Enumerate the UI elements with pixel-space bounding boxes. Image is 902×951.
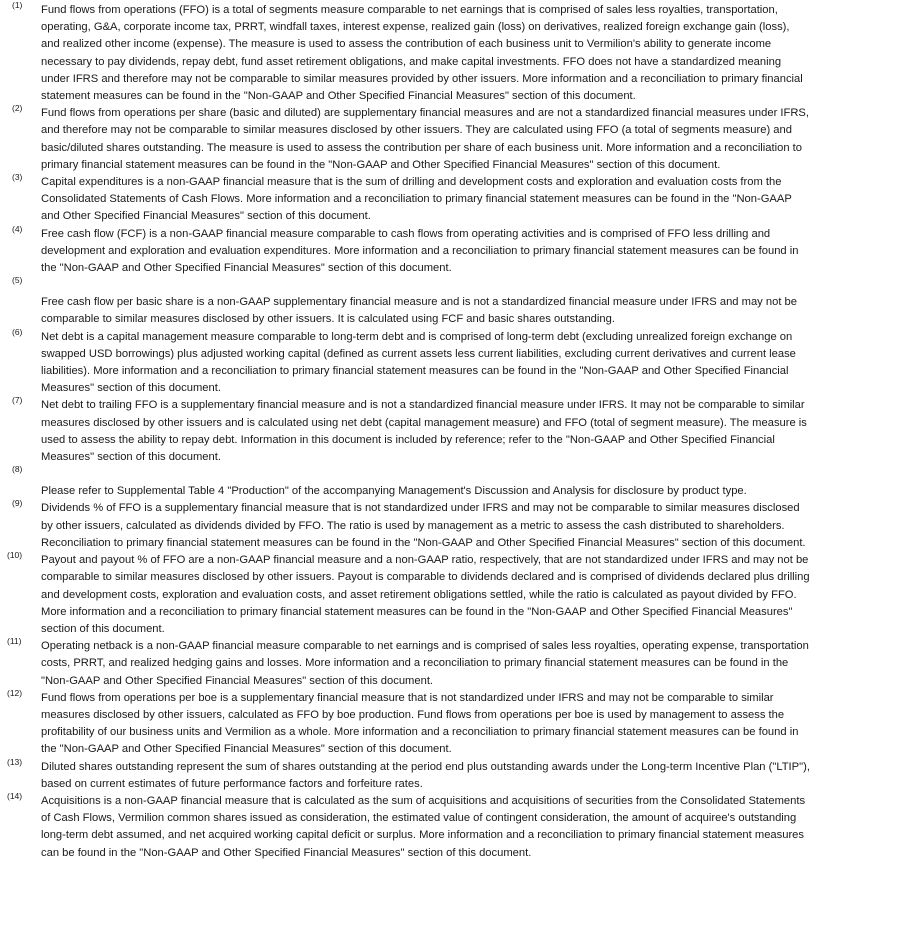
footnote-4 <box>0 223 902 278</box>
footnote-12 <box>0 687 902 759</box>
footnote-marker: (13) <box>7 756 23 767</box>
footnote-text: Net debt to trailing FFO is a supplementary financial measure and is not a standardized financial measure under IFRS. It may not be comparable to similar measures disclosed by other issuers and is calculated using net debt (capital management measure) and FFO (total of segment measure). The measure is used to assess the ability to repay debt. Information in this document is included by reference; refer to the "Non-GAAP and Other Specified Financial Measures" section of this document. <box>41 399 807 464</box>
footnote-marker: (12) <box>7 687 23 698</box>
footnote-marker: (11) <box>7 636 22 647</box>
footnote-marker: (3) <box>12 172 23 183</box>
footnote-10 <box>0 552 902 638</box>
footnote-7 <box>0 397 902 466</box>
footnote-text: Capital expenditures is a non-GAAP financial measure that is the sum of drilling and development costs and exploration and evaluation costs from the Consolidated Statements of Cash Flows. More information and a reconciliation to primary financial statement measures can be found in the "Non-GAAP and Other Specified Financial Measures" section of this document. <box>41 176 792 223</box>
footnote-text: Operating netback is a non-GAAP financial measure comparable to net earnings and is comprised of sales less royalties, operating expense, transportation costs, PRRT, and realized hedging gains and losses. More information and a reconciliation to primary financial statement measures can be found in the "Non-GAAP and Other Specified Financial Measures" section of this document. <box>41 640 809 687</box>
footnote-text: Free cash flow per basic share is a non-GAAP supplementary financial measure and is not a standardized financial measure under IFRS and may not be comparable to similar measures disclosed by other issuers. It is calculated using FCF and basic shares outstanding. <box>41 296 797 326</box>
footnote-text: Dividends % of FFO is a supplementary financial measure that is not standardized under IFRS and may not be comparable to similar measures disclosed by other issuers, calculated as dividends divided by FFO. The ratio is used by management as a metric to assess the cash distributed to shareholders. Reconciliation to primary financial statement measures can be found in the "Non-GAAP and Other Specified Financial Measures" section of this document. <box>41 502 806 549</box>
footnote-marker: (4) <box>12 223 23 234</box>
footnote-text: Diluted shares outstanding represent the sum of shares outstanding at the period end plus outstanding awards under the Long-term Incentive Plan ("LTIP"), based on current estimates of future performance factors and forfeiture rates. <box>41 760 810 790</box>
footnote-marker: (5) <box>12 275 23 286</box>
footnote-marker: (8) <box>12 464 23 475</box>
footnote-5 <box>0 277 902 328</box>
footnote-8 <box>0 466 902 500</box>
footnote-6 <box>0 326 902 398</box>
footnote-marker: (7) <box>12 395 23 406</box>
footnote-1 <box>0 2 902 105</box>
footnote-2 <box>0 105 902 174</box>
footnote-text: Acquisitions is a non-GAAP financial measure that is calculated as the sum of acquisitions and acquisitions of securities from the Consolidated Statements of Cash Flows, Vermilion common shares issued as consideration, the estimated value of contingent consideration, the amount of acquiree's outstanding long-term debt assumed, and net acquired working capital deficit or surplus. More information and a reconciliation to primary financial statement measures can be found in the "Non-GAAP and Other Specified Financial Measures" section of this document. <box>41 794 806 859</box>
footnote-text: Net debt is a capital management measure comparable to long-term debt and is comprised of long-term debt (excluding unrealized foreign exchange on swapped USD borrowings) plus adjusted working capital (defined as current assets less current liabilities, excluding current derivatives and current lease liabilities). More information and a reconciliation to primary financial statement measures can be found in the "Non-GAAP and Other Specified Financial Measures" section of this document. <box>41 330 796 395</box>
footnote-text: Fund flows from operations (FFO) is a total of segments measure comparable to net earnings that is comprised of sales less royalties, transportation, operating, G&A, corporate income tax, PRRT, windfall taxes, interest expense, realized gain (loss) on derivatives, realized foreign exchange gain (loss), and realized other income (expense). The measure is used to assess the contribution of each business unit to Vermilion's ability to generate income necessary to pay dividends, repay debt, fund asset retirement obligations, and make capital investments. FFO does not have a standardized meaning under IFRS and therefore may not be comparable to similar measures provided by other issuers. More information and a reconciliation to primary financial statement measures can be found in the "Non-GAAP and Other Specified Financial Measures" section of this document. <box>41 4 803 103</box>
footnote-marker: (1) <box>12 0 23 10</box>
footnote-marker: (10) <box>7 550 23 561</box>
footnote-14 <box>0 790 902 862</box>
footnote-13 <box>0 756 902 793</box>
footnote-3 <box>0 174 902 226</box>
footnote-marker: (6) <box>12 326 23 337</box>
footnote-marker: (2) <box>12 103 23 114</box>
footnote-text: Please refer to Supplemental Table 4 "Production" of the accompanying Management's Discussion and Analysis for disclosure by product type. <box>41 485 747 498</box>
footnote-9 <box>0 500 902 552</box>
footnote-marker: (14) <box>7 790 23 801</box>
footnote-text: Payout and payout % of FFO are a non-GAAP financial measure and a non-GAAP ratio, respectively, that are not standardized under IFRS and may not be comparable to similar measures disclosed by other issuers. Payout is comparable to dividends declared and is comprised of dividends declared plus drilling and development costs, exploration and evaluation costs, and asset retirement obligations settled, while the ratio is calculated as payout divided by FFO. More information and a reconciliation to primary financial statement measures can be found in the "Non-GAAP and Other Specified Financial Measures" section of this document. <box>41 554 810 635</box>
footnote-text: Free cash flow (FCF) is a non-GAAP financial measure comparable to cash flows from operating activities and is comprised of FFO less drilling and development and exploration and evaluation expenditures. More information and a reconciliation to primary financial statement measures can be found in the "Non-GAAP and Other Specified Financial Measures" section of this document. <box>41 227 799 275</box>
footnote-text: Fund flows from operations per share (basic and diluted) are supplementary financial measures and are not a standardized financial measures under IFRS, and therefore may not be comparable to similar measures disclosed by other issuers. They are calculated using FFO (a total of segments measure) and basic/diluted shares outstanding. The measure is used to assess the contribution per share of each business unit. More information and a reconciliation to primary financial statement measures can be found in the "Non-GAAP and Other Specified Financial Measures" section of this document. <box>41 107 809 171</box>
footnote-marker: (9) <box>12 498 23 509</box>
footnote-text: Fund flows from operations per boe is a supplementary financial measure that is not standardized under IFRS and may not be comparable to similar measures disclosed by other issuers, calculated as FFO by boe production. Fund flows from operations per boe is used by management to assess the profitability of our business units and Vermilion as a whole. More information and a reconciliation to primary financial statement measures can be found in the "Non-GAAP and Other Specified Financial Measures" section of this document. <box>41 691 799 756</box>
footnote-11 <box>0 638 902 690</box>
